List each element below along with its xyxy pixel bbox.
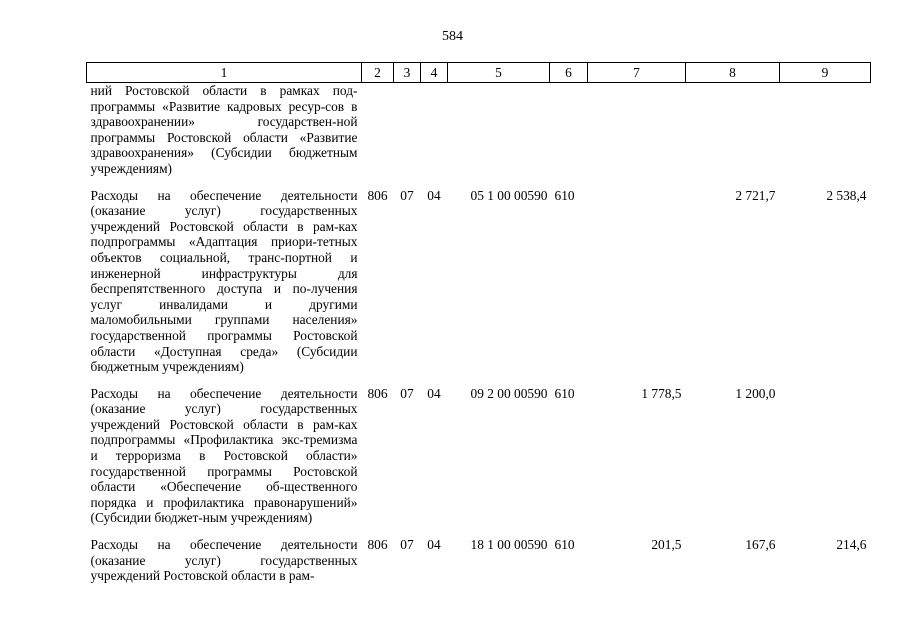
ministry-code [362,83,394,183]
column-header: 2 [362,63,394,83]
amount-col-9: 214,6 [836,537,867,553]
target-article-code: 05 1 00 00590 [470,187,548,203]
target-article-code [448,83,550,183]
subsection-code: 04 [427,537,441,553]
table-header-row [87,63,871,83]
row-description: Расходы на обеспечение деятельности (оказание услуг) государственных учреждений Ростовской области в рам-ках подпрограммы «Профилактика экс-тремизма и терроризма в Ростовской области» государственной программы Ростовской области «Обеспечение об-щественного порядка и профилактика правонарушений» (Субсидии бюджет-ным учреждениям) [90,385,358,526]
row-description: Расходы на обеспечение деятельности (оказание услуг) государственных учреждений Ростовской области в рам-ках подпрограммы «Адаптация приори-тетных объектов социальной, транс-портной и инженерной инфраструктуры для беспрепятственного доступа и по-лучения услуг инвалидами и другими маломобильными группами населения» государственной программы Ростовской области «Доступная среда» (Субсидии бюджетным учреждениям) [90,187,358,375]
expense-type-code: 610 [554,385,575,401]
amount-col-9 [780,83,871,183]
row-description: Расходы на обеспечение деятельности (оказание услуг) государственных учреждений Ростовской области в рам- [90,537,358,584]
column-header: 6 [550,63,588,83]
amount-col-7: 1 778,5 [641,385,682,401]
column-header: 5 [448,63,550,83]
amount-col-8: 167,6 [745,537,776,553]
amount-col-9: 2 538,4 [826,187,867,203]
column-header: 9 [780,63,871,83]
amount-col-8 [686,83,780,183]
row-description: ний Ростовской области в рамках под-программы «Развитие кадровых ресур-сов в здравоохранении» государствен-ной программы Ростовской области «Развитие здравоохранения» (Субсидии бюджетным учреждениям) [90,83,358,176]
column-header: 7 [588,63,686,83]
expense-type-code: 610 [554,187,575,203]
ministry-code: 806 [367,187,388,203]
amount-col-9 [780,381,871,532]
expense-type-code [550,83,588,183]
subsection-code [421,83,448,183]
section-code [394,83,421,183]
table-row [87,381,871,532]
table-row [87,83,871,183]
column-header: 4 [421,63,448,83]
section-code: 07 [400,385,414,401]
amount-col-7 [588,183,686,381]
target-article-code: 18 1 00 00590 [470,537,548,553]
column-header: 1 [87,63,362,83]
column-header: 8 [686,63,780,83]
subsection-code: 04 [427,385,441,401]
budget-table [86,62,871,590]
amount-col-8: 1 200,0 [735,385,776,401]
target-article-code: 09 2 00 00590 [470,385,548,401]
ministry-code: 806 [367,537,388,553]
amount-col-7 [588,83,686,183]
table-row [87,532,871,590]
amount-col-7: 201,5 [651,537,682,553]
section-code: 07 [400,537,414,553]
column-header: 3 [394,63,421,83]
section-code: 07 [400,187,414,203]
expense-type-code: 610 [554,537,575,553]
ministry-code: 806 [367,385,388,401]
page-number: 584 [442,29,463,44]
amount-col-8: 2 721,7 [735,187,776,203]
table-row [87,183,871,381]
subsection-code: 04 [427,187,441,203]
